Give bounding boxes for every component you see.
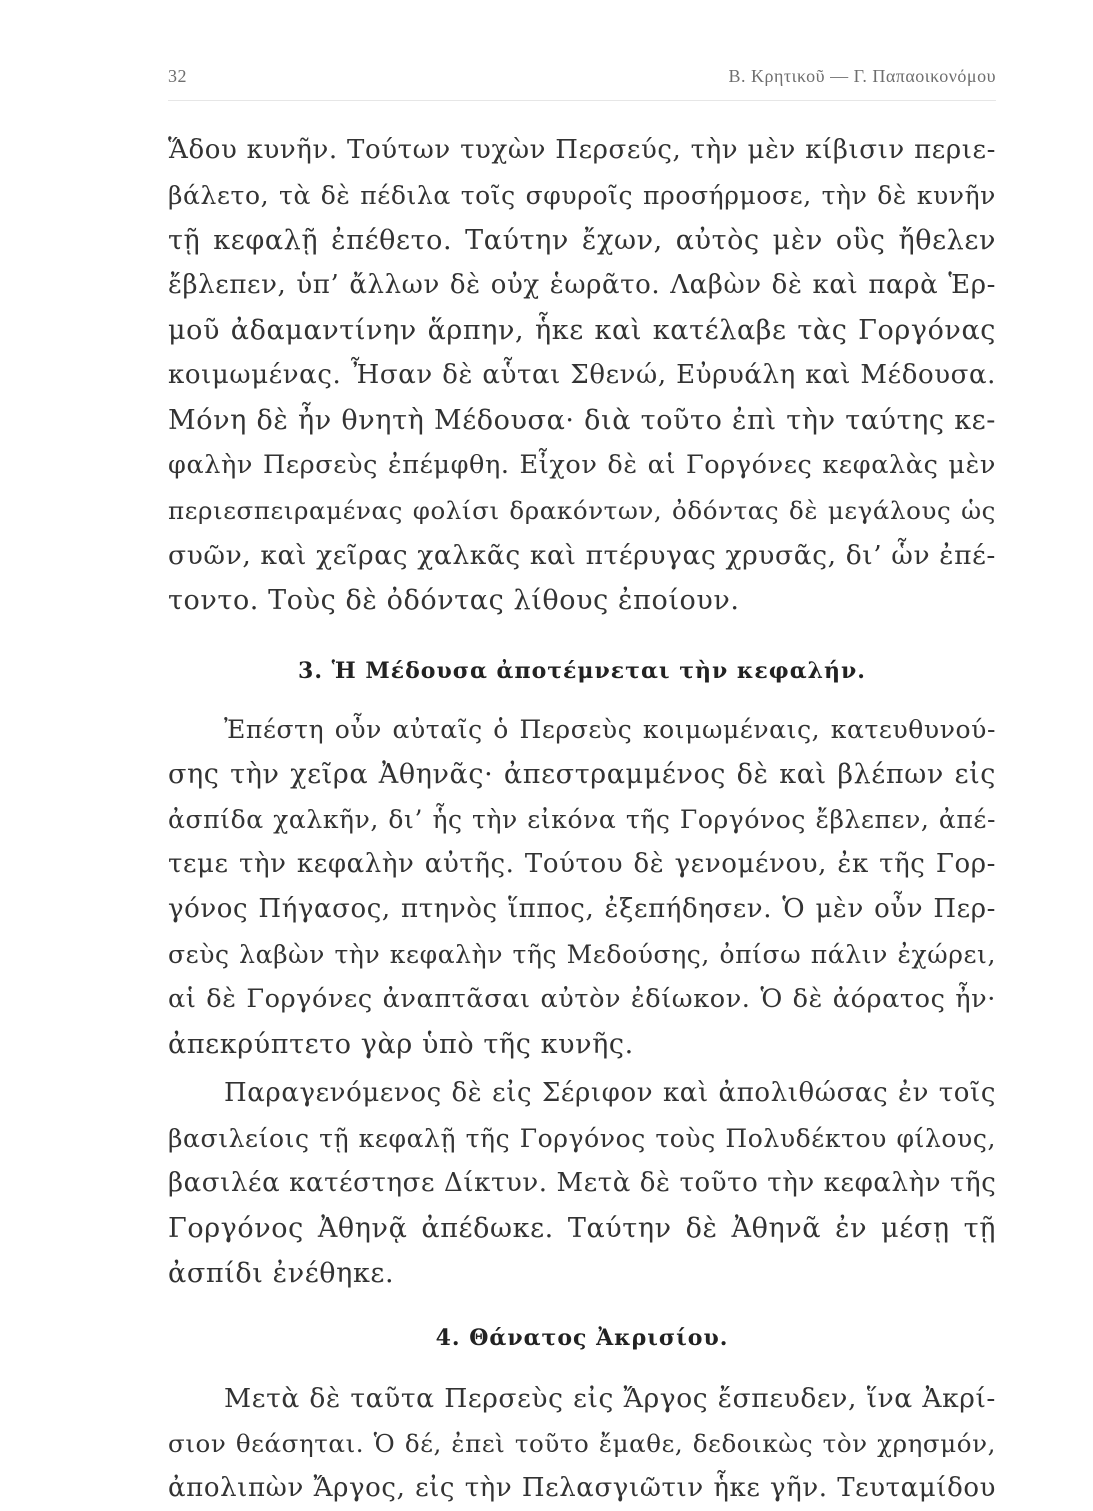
paragraph — [168, 128, 996, 623]
text-line: τεμε τὴν κεφαλὴν αὐτῆς. Τούτου δὲ γενομένου, ἐκ τῆς Γορ- — [168, 849, 996, 879]
text-line: ἔβλεπεν, ὑπ’ ἄλλων δὲ οὐχ ἑωρᾶτο. Λαβὼν δὲ καὶ παρὰ Ἑρ- — [168, 270, 996, 300]
text-line: βασιλείοις τῇ κεφαλῇ τῆς Γοργόνος τοὺς Πολυδέκτου φίλους, — [168, 1124, 996, 1153]
text-line: βάλετο, τὰ δὲ πέδιλα τοῖς σφυροῖς προσήρμοσε, τὴν δὲ κυνῆν — [168, 181, 996, 210]
text-line: σεὺς λαβὼν τὴν κεφαλὴν τῆς Μεδούσης, ὀπίσω πάλιν ἐχώρει, — [168, 940, 996, 969]
text-line: βασιλέα κατέστησε Δίκτυν. Μετὰ δὲ τοῦτο τὴν κεφαλὴν τῆς — [168, 1168, 997, 1198]
header-rule — [168, 100, 996, 101]
text-line: ἀσπίδι ἐνέθηκε. — [168, 1258, 395, 1289]
text-line: συῶν, καὶ χεῖρας χαλκᾶς καὶ πτέρυγας χρυσᾶς, δι’ ὧν ἐπέ- — [168, 540, 996, 571]
text-line: Ἅδου κυνῆν. Τούτων τυχὼν Περσεύς, τὴν μὲν κίβισιν περιε- — [168, 135, 996, 165]
paragraph — [168, 1376, 996, 1511]
paragraph — [168, 707, 996, 1067]
text-line: φαλὴν Περσεὺς ἐπέμφθη. Εἶχον δὲ αἱ Γοργόνες κεφαλὰς μὲν — [168, 450, 996, 480]
text-line: σης τὴν χεῖρα Ἀθηνᾶς· ἀπεστραμμένος δὲ καὶ βλέπων εἰς — [168, 759, 996, 790]
section-heading: 3. Ἡ Μέδουσα ἀποτέμνεται τὴν κεφαλήν. — [298, 658, 866, 684]
text-line: περιεσπειραμένας φολίσι δρακόντων, ὀδόντας δὲ μεγάλους ὡς — [168, 496, 996, 525]
text-line: Μόνη δὲ ἦν θνητὴ Μέδουσα· διὰ τοῦτο ἐπὶ τὴν ταύτης κε- — [168, 405, 996, 436]
running-head — [168, 66, 996, 96]
paragraph — [168, 1071, 996, 1296]
text-line: κοιμωμένας. Ἦσαν δὲ αὗται Σθενώ, Εὐρυάλη καὶ Μέδουσα. — [168, 360, 996, 390]
text-line: ἀπολιπὼν Ἄργος, εἰς τὴν Πελασγιῶτιν ἧκε γῆν. Τευταμίδου — [168, 1473, 996, 1503]
text-line: Μετὰ δὲ ταῦτα Περσεὺς εἰς Ἄργος ἔσπευδεν, ἵνα Ἀκρί- — [224, 1383, 996, 1414]
text-line: τοντο. Τοὺς δὲ ὀδόντας λίθους ἐποίουν. — [168, 585, 740, 616]
text-line: ἀπεκρύπτετο γὰρ ὑπὸ τῆς κυνῆς. — [168, 1029, 634, 1060]
text-line: Παραγενόμενος δὲ εἰς Σέριφον καὶ ἀπολιθώσας ἐν τοῖς — [224, 1078, 996, 1108]
text-line: τῇ κεφαλῇ ἐπέθετο. Ταύτην ἔχων, αὐτὸς μὲν οὓς ἤθελεν — [168, 225, 996, 256]
text-line: Γοργόνος Ἀθηνᾷ ἀπέδωκε. Ταύτην δὲ Ἀθηνᾶ ἐν μέσῃ τῇ — [168, 1213, 996, 1244]
text-line: Ἐπέστη οὖν αὐταῖς ὁ Περσεὺς κοιμωμέναις, κατευθυνού- — [224, 715, 996, 744]
running-title: Β. Κρητικοῦ — Γ. Παπαοικονόμου — [728, 66, 996, 86]
section-heading: 4. Θάνατος Ἀκρισίου. — [435, 1325, 729, 1351]
text-line: μοῦ ἀδαμαντίνην ἅρπην, ἧκε καὶ κατέλαβε τὰς Γοργόνας — [168, 315, 996, 346]
body-text — [168, 128, 996, 1511]
text-line: σιον θεάσηται. Ὁ δέ, ἐπεὶ τοῦτο ἔμαθε, δεδοικὼς τὸν χρησμόν, — [168, 1429, 996, 1458]
text-line: αἱ δὲ Γοργόνες ἀναπτᾶσαι αὐτὸν ἐδίωκον. Ὁ δὲ ἀόρατος ἦν· — [168, 984, 996, 1014]
text-line: γόνος Πήγασος, πτηνὸς ἵππος, ἐξεπήδησεν. Ὁ μὲν οὖν Περ- — [168, 894, 996, 924]
page-number: 32 — [168, 66, 187, 86]
text-line: ἀσπίδα χαλκῆν, δι’ ἧς τὴν εἰκόνα τῆς Γοργόνος ἔβλεπεν, ἀπέ- — [168, 805, 996, 834]
